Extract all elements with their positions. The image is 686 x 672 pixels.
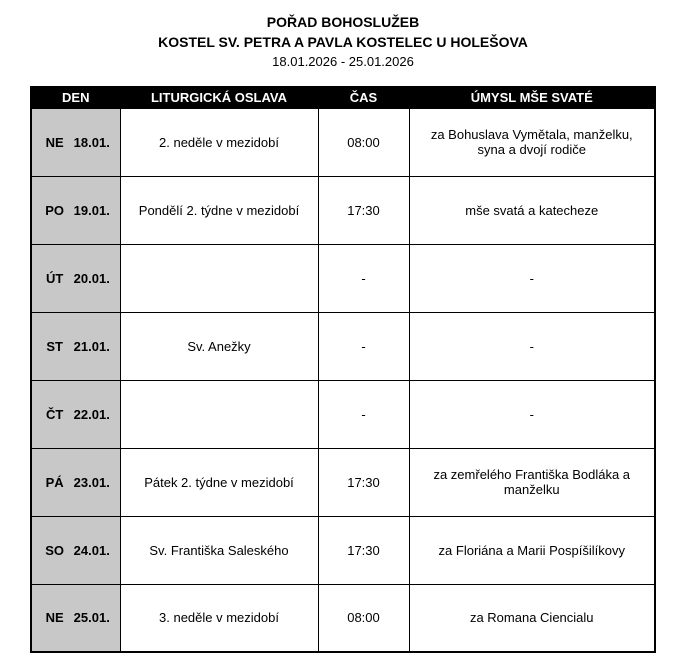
document-header [0,12,686,72]
celebration-cell: Pondělí 2. týdne v mezidobí [120,176,318,244]
table-row [31,108,655,176]
table-row [31,244,655,312]
time-cell: 08:00 [318,108,409,176]
table-header [31,87,655,108]
column-header-den: DEN [31,87,120,108]
time-cell: 17:30 [318,176,409,244]
page-title: POŘAD BOHOSLUŽEB [266,14,420,30]
table-row [31,380,655,448]
day-date: 22.01. [73,406,110,422]
day-cell [31,584,120,652]
time-cell: - [318,380,409,448]
table-body [31,108,655,652]
intention-cell: za Floriána a Marii Pospíšilíkovy [409,516,655,584]
time-cell: - [318,244,409,312]
celebration-cell: 2. neděle v mezidobí [120,108,318,176]
table-row [31,312,655,380]
schedule-table [30,86,656,653]
table-row [31,176,655,244]
day-abbrev: ÚT [46,270,64,286]
intention-cell: za Romana Ciencialu [409,584,655,652]
celebration-cell: Sv. Františka Saleského [120,516,318,584]
intention-cell: - [409,312,655,380]
celebration-cell: 3. neděle v mezidobí [120,584,318,652]
time-cell: 08:00 [318,584,409,652]
intention-cell: za Bohuslava Vymětala, manželku, syna a dvojí rodiče [409,108,655,176]
day-date: 25.01. [73,610,110,626]
day-date: 19.01. [73,202,110,218]
day-cell [31,244,120,312]
day-abbrev: NE [45,134,64,150]
day-cell [31,448,120,516]
table-row [31,584,655,652]
intention-cell: - [409,244,655,312]
day-date: 24.01. [73,542,110,558]
day-abbrev: PÁ [45,474,64,490]
day-abbrev: SO [45,542,65,558]
time-cell: 17:30 [318,448,409,516]
intention-cell: za zemřelého Františka Bodláka a manželku [409,448,655,516]
day-date: 18.01. [73,134,110,150]
intention-cell: - [409,380,655,448]
table-row [31,448,655,516]
day-abbrev: PO [45,202,65,218]
celebration-cell: Sv. Anežky [120,312,318,380]
day-cell [31,516,120,584]
intention-cell: mše svatá a katecheze [409,176,655,244]
header-row [31,87,655,108]
column-header-time: ČAS [318,87,409,108]
day-abbrev: ST [46,338,63,354]
column-header-celebration: LITURGICKÁ OSLAVA [120,87,318,108]
day-abbrev: ČT [46,406,64,422]
day-date: 21.01. [73,338,110,354]
celebration-cell [120,244,318,312]
day-cell [31,176,120,244]
day-cell [31,380,120,448]
time-cell: - [318,312,409,380]
day-date: 23.01. [73,474,110,490]
date-range: 18.01.2026 - 25.01.2026 [272,54,414,69]
page-subtitle: KOSTEL SV. PETRA A PAVLA KOSTELEC U HOLEŠOVA [158,34,528,50]
celebration-cell [120,380,318,448]
column-header-intention: ÚMYSL MŠE SVATÉ [409,87,655,108]
table-row [31,516,655,584]
day-date: 20.01. [73,270,110,286]
day-cell [31,312,120,380]
day-abbrev: NE [45,610,64,626]
day-cell [31,108,120,176]
time-cell: 17:30 [318,516,409,584]
celebration-cell: Pátek 2. týdne v mezidobí [120,448,318,516]
